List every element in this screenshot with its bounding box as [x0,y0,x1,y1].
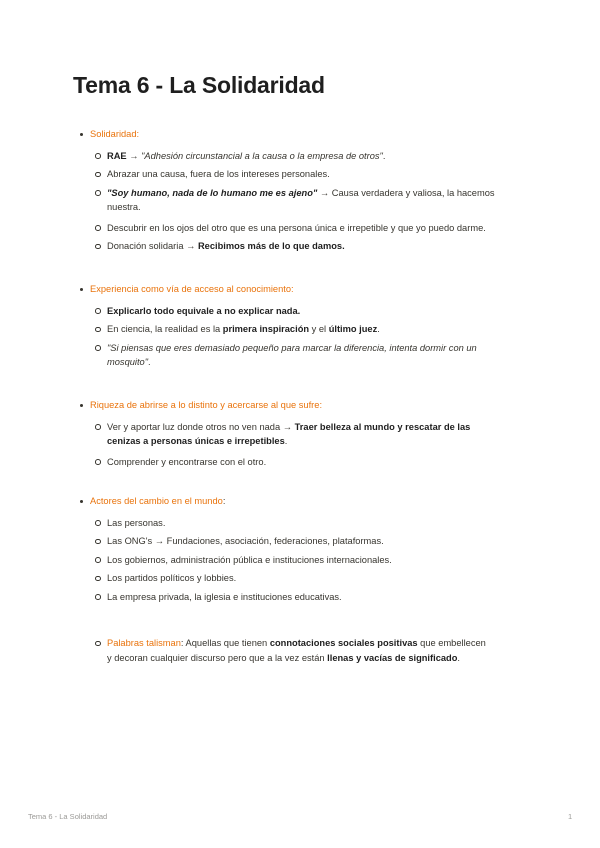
bullet-heading-riqueza [80,398,540,413]
section-actores [80,494,540,602]
palabras-heading: Palabras talisman [107,638,181,648]
footer-title: Tema 6 - La Solidaridad [28,812,108,821]
section-experiencia [80,282,540,367]
donacion-bold: Recibimos más de lo que damos. [197,241,345,251]
heading-colon: : [319,400,323,410]
comprender-text: Comprender y encontrarse con el otro. [107,456,267,467]
rae-tail: . [382,150,386,161]
explicarlo-bold: Explicarlo todo equivale a no explicar nada. [107,305,301,316]
palabras-tail: . [457,652,460,663]
heading-colon: : [291,284,294,294]
actor-text: Los gobiernos, administración pública e instituciones internacionales. [107,554,392,565]
bullet-heading-actores [80,494,540,509]
palabras-mid: que embellecen [417,638,486,648]
list-item-mosquito [80,341,540,370]
page-title: Tema 6 - La Solidaridad [73,72,325,98]
ciencia-bold1: primera inspiración [222,324,310,334]
humano-line2: nuestra. [107,202,141,212]
heading-text: Solidaridad [90,129,137,139]
list-item [80,571,540,586]
mosquito-line2: mosquito" [107,357,149,367]
heading-text: Experiencia como vía de acceso al conocimiento [90,284,292,294]
list-item-ciencia [80,322,540,337]
actor-text: Las personas. [107,517,166,528]
palabras-bold2: llenas y vacías de significado [327,652,458,663]
luz-bold1: Traer belleza al mundo y rescatar de las [294,421,471,432]
ciencia-pre: En ciencia, la realidad es la [107,324,223,334]
section-solidaridad [80,127,540,251]
list-item-luz [80,420,540,449]
bullet-heading-solidaridad [80,127,540,142]
list-item-rae [80,149,540,164]
actor-text: Los partidos políticos y lobbies. [107,573,237,583]
actor-text: La empresa privada, la iglesia e instituciones educativas. [107,591,342,602]
donacion-text: Donación solidaria → [107,241,198,251]
list-item-explicarlo [80,304,540,319]
section-palabras [80,636,540,665]
heading-text: Riqueza de abrirse a lo distinto y acercarse al que sufre [90,400,320,410]
actor-text: Las ONG's → Fundaciones, asociación, federaciones, plataformas. [107,536,384,546]
list-item-descubrir [80,221,540,236]
mosquito-tail: . [148,357,151,367]
heading-colon: : [136,129,140,139]
palabras-pre: : Aquellas que tienen [180,638,270,648]
list-item-abrazar [80,167,540,182]
heading-text: Actores del cambio en el mundo [90,496,223,506]
list-item [80,553,540,568]
mosquito-line1: "Si piensas que eres demasiado pequeño para marcar la diferencia, intenta dormir con un [107,342,477,353]
list-item-donacion [80,239,540,254]
palabras-bold1: connotaciones sociales positivas [269,638,418,648]
rae-bold: RAE [107,150,127,161]
list-item [80,516,540,531]
ciencia-tail: . [377,324,380,334]
palabras-line2: y decoran cualquier discurso pero que a la vez están [107,652,328,663]
rae-arrow: → [126,150,142,161]
humano-rest: → Causa verdadera y valiosa, la hacemos [317,187,495,198]
luz-bold2: cenizas a personas únicas e irrepetibles [107,436,285,446]
rae-quote: "Adhesión circunstancial a la causa o la empresa de otros" [141,150,383,161]
luz-tail: . [284,436,288,446]
section-riqueza [80,398,540,467]
ciencia-bold2: último juez [328,324,378,334]
list-item [80,590,540,605]
descubrir-text: Descubrir en los ojos del otro que es una persona única e irrepetible y que yo puedo darme. [107,222,486,233]
list-item-palabras [80,636,540,665]
bullet-heading-experiencia [80,282,540,297]
luz-pre: Ver y aportar luz donde otros no ven nada → [107,421,295,432]
humano-quote: "Soy humano, nada de lo humano me es ajeno" [107,187,318,198]
list-item-comprender [80,455,540,470]
heading-colon: : [222,496,226,506]
abrazar-text: Abrazar una causa, fuera de los intereses personales. [107,169,330,179]
list-item [80,534,540,549]
footer-page-number: 1 [568,812,573,821]
list-item-humano [80,186,540,215]
ciencia-mid: y el [309,324,329,334]
